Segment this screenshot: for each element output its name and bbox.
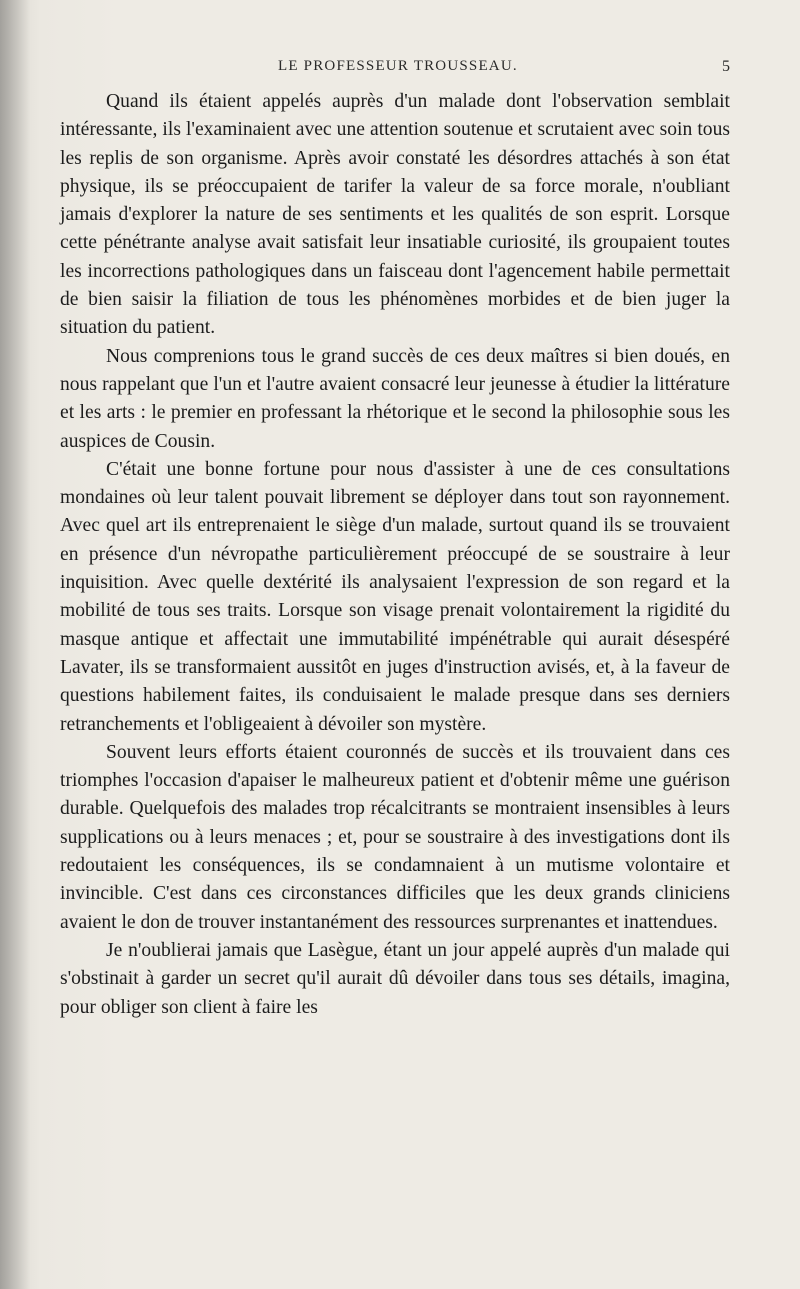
paragraph-2: Nous comprenions tous le grand succès de ces deux maîtres si bien doués, en nous rappelant que l'un et l'autre avaient consacré leur jeunesse à étudier la littérature et les arts : le premier en professant la rhétorique et le second la philosophie sous les auspices de Cousin. [60,345,730,452]
binding-shadow [0,0,30,1289]
paragraph-3: C'était une bonne fortune pour nous d'assister à une de ces consultations mondaines où leur talent pouvait librement se déployer dans tout son rayonnement. Avec quel art ils entreprenaient le siège d'un malade, surtout quand ils se trouvaient en présence d'un névropathe particulièrement préoccupé de se soustraire à leur inquisition. Avec quelle dextérité ils analysaient l'expression de son regard et la mobilité de tous ses traits. Lorsque son visage prenait volontairement la rigidité du masque antique et affectait une immutabilité impénétrable qui aurait désespéré Lavater, ils se transformaient aussitôt en juges d'instruction avisés, et, à la faveur de questions habilement faites, ils conduisaient le malade presque dans ses derniers retranchements et l'obligeaient à dévoiler son mystère. [60,458,730,735]
page-number: 5 [722,58,730,75]
running-title: LE PROFESSEUR TROUSSEAU. [278,58,518,74]
running-head [0,58,800,88]
body-text [60,88,730,1022]
paragraph-5: Je n'oublierai jamais que Lasègue, étant un jour appelé auprès d'un malade qui s'obstinait à garder un secret qu'il aurait dû dévoiler dans tous ses détails, imagina, pour obliger son client à faire les [60,939,730,1018]
paragraph-4: Souvent leurs efforts étaient couronnés de succès et ils trouvaient dans ces triomphes l'occasion d'apaiser le malheureux patient et d'obtenir même une guérison durable. Quelquefois des malades trop récalcitrants se montraient insensibles à leurs supplications ou à leurs menaces ; et, pour se soustraire à des investigations dont ils redoutaient les conséquences, ils se condamnaient à un mutisme volontaire et invincible. C'est dans ces circonstances difficiles que les deux grands cliniciens avaient le don de trouver instantanément des ressources surprenantes et inattendues. [60,741,730,933]
paragraph-1: Quand ils étaient appelés auprès d'un malade dont l'observation semblait intéressante, ils l'examinaient avec une attention soutenue et scrutaient avec soin tous les replis de son organisme. Après avoir constaté les désordres attachés à son état physique, ils se préoccupaient de tarifer la valeur de sa force morale, n'oubliant jamais d'explorer la nature de ses sentiments et les qualités de son esprit. Lorsque cette pénétrante analyse avait satisfait leur insatiable curiosité, ils groupaient toutes les incorrections pathologiques dans un faisceau dont l'agencement habile permettait de bien saisir la filiation de tous les phénomènes morbides et de bien juger la situation du patient. [60,91,730,339]
